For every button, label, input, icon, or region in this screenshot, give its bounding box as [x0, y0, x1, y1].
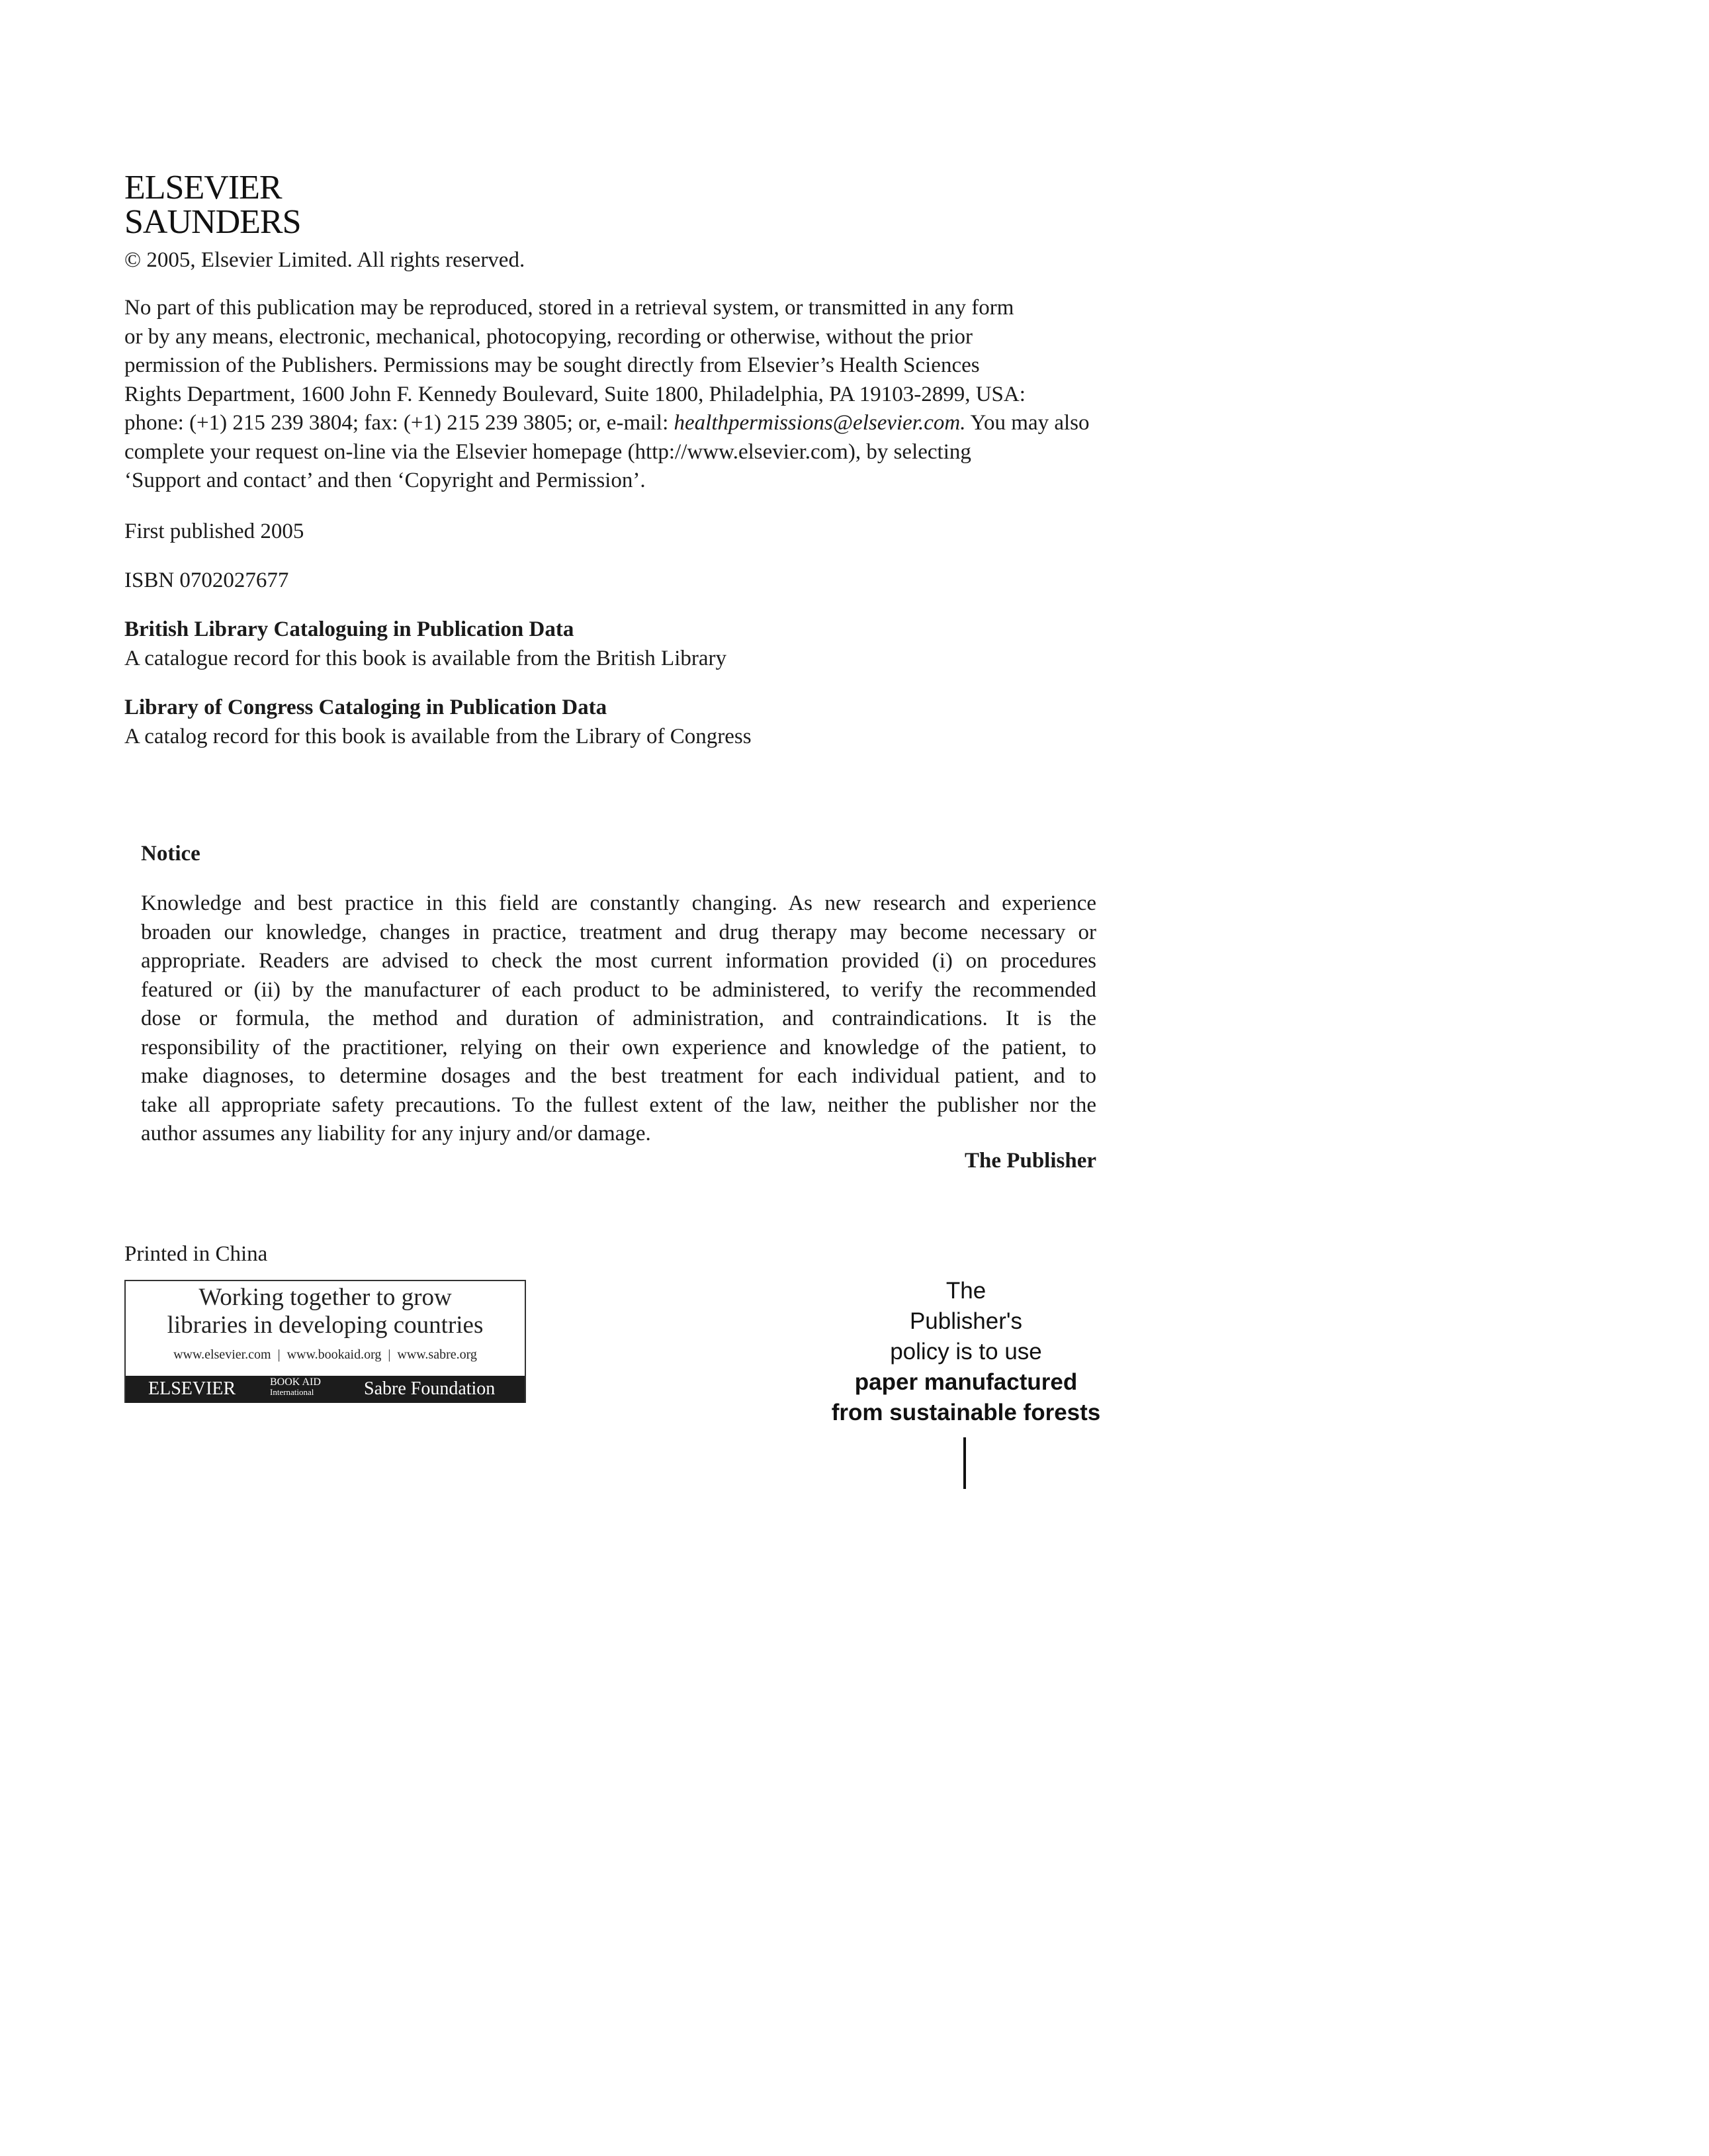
contact-phone-fax: phone: (+1) 215 239 3804; fax: (+1) 215 239 3805; or, e-mail:: [124, 411, 674, 435]
tree-trunk-icon: [963, 1437, 966, 1489]
rights-line: Rights Department, 1600 John F. Kennedy Boulevard, Suite 1800, Philadelphia, PA 19103-2899, USA:: [124, 382, 1026, 406]
book-aid-slogan: [126, 1284, 525, 1339]
library-of-congress-heading: Library of Congress Cataloging in Publication Data: [124, 696, 607, 719]
rights-line: No part of this publication may be reproduced, stored in a retrieval system, or transmitted in any form: [124, 296, 1014, 320]
rights-statement: [124, 294, 1117, 496]
isbn: ISBN 0702027677: [124, 568, 289, 592]
permissions-email[interactable]: healthpermissions@elsevier.com.: [674, 411, 966, 435]
policy-line: from sustainable forests: [831, 1400, 1101, 1425]
british-library-text: A catalogue record for this book is available from the British Library: [124, 646, 726, 670]
copyright-notice: © 2005, Elsevier Limited. All rights reserved.: [124, 248, 525, 272]
rights-line: ‘Support and contact’ and then ‘Copyright and Permission’.: [124, 469, 646, 492]
british-library-block: [124, 615, 726, 673]
rights-line: permission of the Publishers. Permissions may be sought directly from Elsevier’s Health Sciences: [124, 353, 980, 377]
notice-body: [141, 889, 1096, 1149]
policy-line: The: [945, 1278, 986, 1304]
policy-line: Publisher's: [909, 1308, 1023, 1334]
rights-line-contact: [124, 409, 1117, 438]
notice-line: author assumes any liability for any injury and/or damage.: [141, 1122, 651, 1145]
brand-line-saunders: SAUNDERS: [124, 203, 301, 241]
notice-line: broaden our knowledge, changes in practice, treatment and drug therapy may become necessary or: [141, 920, 1096, 944]
library-of-congress-text: A catalog record for this book is available from the Library of Congress: [124, 724, 752, 748]
publisher-logo: [124, 171, 301, 240]
first-published: First published 2005: [124, 519, 304, 543]
rights-line: or by any means, electronic, mechanical, photocopying, recording or otherwise, without the prior: [124, 324, 973, 349]
library-of-congress-block: [124, 694, 752, 751]
notice-line: Knowledge and best practice in this field are constantly changing. As new research and experience: [141, 891, 1096, 915]
notice-line: responsibility of the practitioner, relying on their own experience and knowledge of the patient, to: [141, 1035, 1096, 1059]
printed-in: Printed in China: [124, 1242, 268, 1266]
british-library-heading: British Library Cataloguing in Publication Data: [124, 617, 574, 641]
policy-line: paper manufactured: [854, 1369, 1078, 1395]
notice-signature: The Publisher: [965, 1149, 1096, 1173]
slogan-line: Working together to grow: [198, 1284, 452, 1311]
brand-line-elsevier: ELSEVIER: [124, 169, 282, 206]
book-aid-urls: www.elsevier.com | www.bookaid.org | www.sabre.org: [173, 1347, 477, 1362]
policy-line: policy is to use: [890, 1339, 1042, 1365]
bookaid-logo-line: BOOK AID: [270, 1376, 321, 1388]
bookaid-partner-logo: [270, 1377, 321, 1397]
bookaid-logo-line: International: [270, 1387, 314, 1397]
paper-policy-statement: [794, 1276, 1138, 1428]
notice-line: dose or formula, the method and duration of administration, and contraindications. It is the: [141, 1007, 1096, 1030]
notice-line: make diagnoses, to determine dosages and the best treatment for each individual patient, and to: [141, 1064, 1096, 1088]
book-aid-logo: [124, 1280, 526, 1403]
notice-line: appropriate. Readers are advised to check the most current information provided (i) on procedures: [141, 949, 1096, 973]
slogan-line: libraries in developing countries: [167, 1312, 484, 1339]
book-aid-partner-bar: [126, 1376, 525, 1403]
notice-line: take all appropriate safety precautions. To the fullest extent of the law, neither the publisher nor the: [141, 1093, 1096, 1117]
notice-line: featured or (ii) by the manufacturer of each product to be administered, to verify the recommended: [141, 977, 1096, 1002]
notice-title: Notice: [141, 842, 200, 866]
contact-suffix: You may also: [965, 411, 1090, 435]
sabre-partner-logo: Sabre Foundation: [364, 1378, 496, 1399]
elsevier-partner-logo: ELSEVIER: [148, 1378, 236, 1399]
rights-line: complete your request on-line via the Elsevier homepage (http://www.elsevier.com), by selecting: [124, 439, 971, 464]
